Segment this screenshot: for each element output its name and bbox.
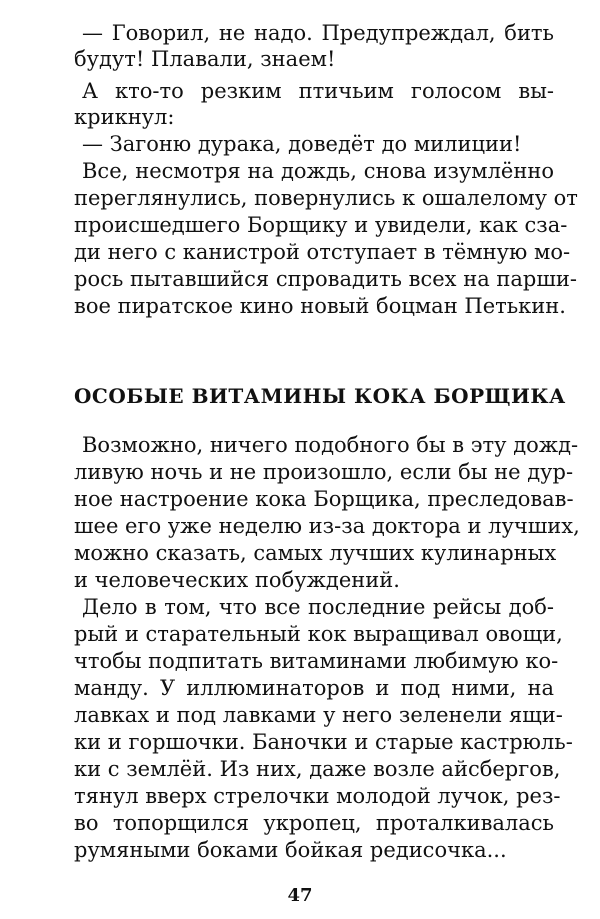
text-line: рый и старательный кок выращивал овощи, xyxy=(74,622,563,646)
text-line: шее его уже неделю из-за доктора и лучших, xyxy=(74,514,580,538)
text-line: ливую ночь и не произошло, если бы не дур- xyxy=(74,460,574,484)
chapter-heading: ОСОБЫЕ ВИТАМИНЫ КОКА БОРЩИКА xyxy=(74,384,566,408)
text-line: рось пытавшийся спровадить всех на парши- xyxy=(74,267,577,291)
text-line: — Загоню дурака, доведёт до милиции! xyxy=(82,132,522,156)
text-line: ки с землёй. Из них, даже возле айсбергов, xyxy=(74,757,561,781)
text-line: и человеческих побуждений. xyxy=(74,568,400,592)
text-line: ди него с канистрой отступает в тёмную мо- xyxy=(74,240,571,264)
text-line: — Говорил, не надо. Предупреждал, бить xyxy=(82,21,554,45)
text-line: чтобы подпитать витаминами любимую ко- xyxy=(74,649,559,673)
text-line: манду. У иллюминаторов и под ними, на xyxy=(74,676,554,700)
text-line: ное настроение кока Борщика, преследовав- xyxy=(74,487,574,511)
text-line: А кто-то резким птичьим голосом вы- xyxy=(82,79,554,103)
page-number: 47 xyxy=(287,885,313,906)
text-line: ки и горшочки. Баночки и старые кастрюль- xyxy=(74,730,573,754)
text-line: крикнул: xyxy=(74,105,175,129)
text-line: Все, несмотря на дождь, снова изумлённо xyxy=(82,159,554,183)
text-line: вое пиратское кино новый боцман Петькин. xyxy=(74,294,566,318)
text-line: румяными боками бойкая редисочка... xyxy=(74,838,507,862)
text-line: лавках и под лавками у него зеленели ящи- xyxy=(74,703,563,727)
text-line: переглянулись, повернулись к ошалелому от xyxy=(74,186,578,210)
text-line: Возможно, ничего подобного бы в эту дожд- xyxy=(82,433,579,457)
text-line: тянул вверх стрелочки молодой лучок, рез- xyxy=(74,784,561,808)
text-line: происшедшего Борщику и увидели, как сза- xyxy=(74,213,568,237)
book-page xyxy=(74,0,580,919)
text-line: можно сказать, самых лучших кулинарных xyxy=(74,541,557,565)
text-line: будут! Плавали, знаем! xyxy=(74,47,336,71)
text-line: Дело в том, что все последние рейсы доб- xyxy=(82,595,554,619)
text-line: во топорщился укропец, проталкивалась xyxy=(74,811,554,835)
